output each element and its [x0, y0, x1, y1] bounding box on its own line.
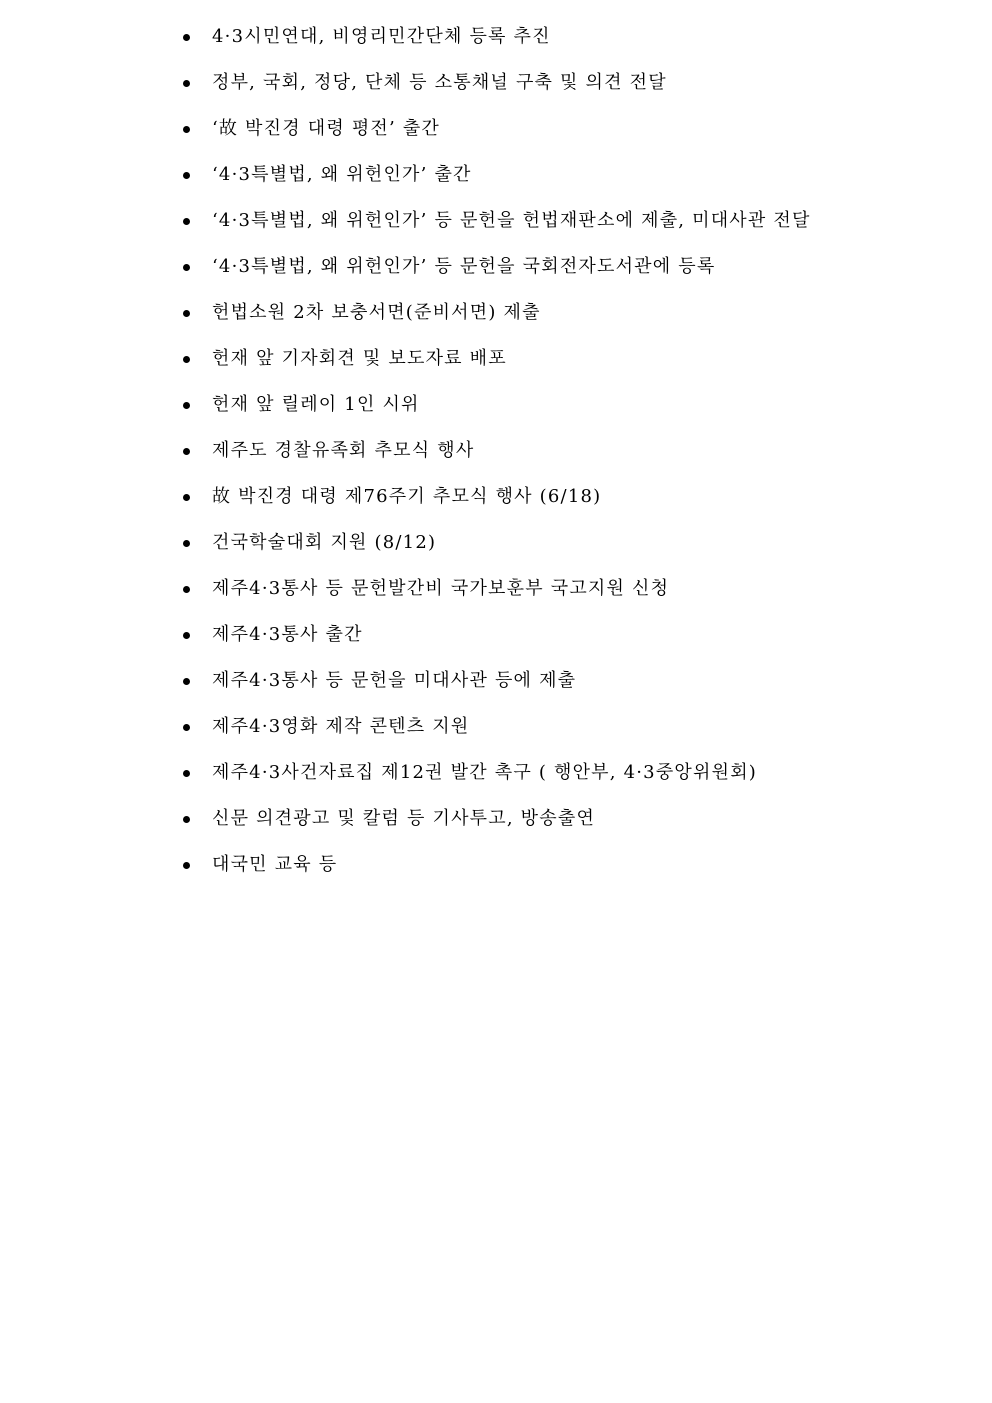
list-item-text: 건국학술대회 지원 (8/12) — [212, 532, 437, 553]
bullet-icon — [183, 724, 190, 731]
list-item-text: 제주도 경찰유족회 추모식 행사 — [212, 440, 475, 461]
list-item — [183, 428, 943, 474]
list-item — [183, 382, 943, 428]
list-item-text: 헌법소원 2차 보충서면(준비서면) 제출 — [212, 302, 541, 323]
list-item-text: 정부, 국회, 정당, 단체 등 소통채널 구축 및 의견 전달 — [212, 72, 667, 93]
list-item-text: ‘4·3특별법, 왜 위헌인가’ 등 문헌을 헌법재판소에 제출, 미대사관 전달 — [212, 210, 811, 231]
list-item-text: 제주4·3영화 제작 콘텐츠 지원 — [212, 716, 470, 737]
bullet-icon — [183, 632, 190, 639]
bullet-icon — [183, 172, 190, 179]
bullet-icon — [183, 494, 190, 501]
list-item-text: 제주4·3사건자료집 제12권 발간 촉구 ( 행안부, 4·3중앙위원회) — [212, 762, 757, 783]
bullet-icon — [183, 126, 190, 133]
list-item — [183, 336, 943, 382]
list-item — [183, 704, 943, 750]
list-item-text: ‘4·3특별법, 왜 위헌인가’ 등 문헌을 국회전자도서관에 등록 — [212, 256, 716, 277]
list-item — [183, 14, 943, 60]
bullet-icon — [183, 816, 190, 823]
bullet-icon — [183, 862, 190, 869]
activity-bullet-list — [183, 14, 943, 888]
list-item — [183, 658, 943, 704]
bullet-icon — [183, 402, 190, 409]
list-item-text: 4·3시민연대, 비영리민간단체 등록 추진 — [212, 26, 551, 47]
list-item-text: 故 박진경 대령 제76주기 추모식 행사 (6/18) — [212, 486, 602, 507]
bullet-icon — [183, 356, 190, 363]
list-item-text: 제주4·3통사 등 문헌을 미대사관 등에 제출 — [212, 670, 577, 691]
list-item — [183, 106, 943, 152]
bullet-icon — [183, 218, 190, 225]
list-item — [183, 612, 943, 658]
bullet-icon — [183, 80, 190, 87]
list-item-text: 헌재 앞 기자회견 및 보도자료 배포 — [212, 348, 507, 369]
list-item — [183, 750, 943, 796]
list-item — [183, 198, 943, 244]
list-item — [183, 60, 943, 106]
bullet-icon — [183, 586, 190, 593]
list-item-text: 제주4·3통사 출간 — [212, 624, 363, 645]
bullet-icon — [183, 310, 190, 317]
bullet-icon — [183, 264, 190, 271]
list-item-text: 제주4·3통사 등 문헌발간비 국가보훈부 국고지원 신청 — [212, 578, 670, 599]
list-item-text: 헌재 앞 릴레이 1인 시위 — [212, 394, 420, 415]
bullet-icon — [183, 34, 190, 41]
bullet-icon — [183, 770, 190, 777]
list-item — [183, 474, 943, 520]
bullet-icon — [183, 540, 190, 547]
list-item-text: 대국민 교육 등 — [212, 854, 338, 875]
list-item — [183, 244, 943, 290]
list-item-text: ‘故 박진경 대령 평전’ 출간 — [212, 118, 441, 139]
list-item-text: 신문 의견광고 및 칼럼 등 기사투고, 방송출연 — [212, 808, 596, 829]
list-item — [183, 796, 943, 842]
list-item — [183, 566, 943, 612]
list-item — [183, 520, 943, 566]
list-item — [183, 290, 943, 336]
bullet-icon — [183, 448, 190, 455]
list-item — [183, 842, 943, 888]
list-item — [183, 152, 943, 198]
list-item-text: ‘4·3특별법, 왜 위헌인가’ 출간 — [212, 164, 472, 185]
bullet-icon — [183, 678, 190, 685]
